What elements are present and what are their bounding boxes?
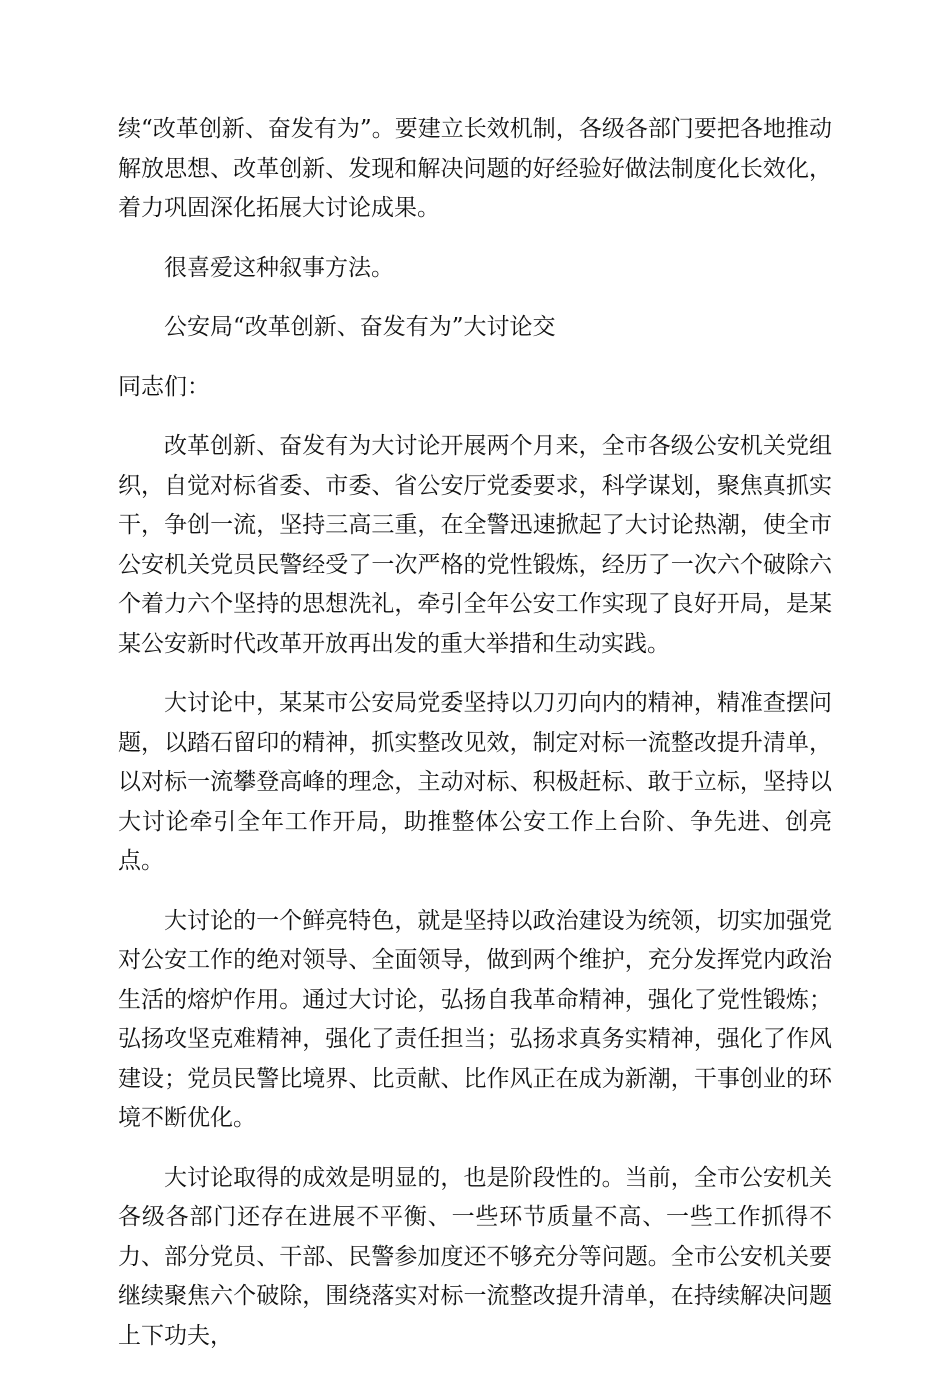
paragraph-5: 改革创新、奋发有为大讨论开展两个月来，全市各级公安机关党组织，自觉对标省委、市委、省公安厅党委要求，科学谋划，聚焦真抓实干，争创一流，坚持三高三重，在全警迅速掀起了大讨论热潮，使全市公安机关党员民警经受了一次严格的党性锻炼，经历了一次六个破除六个着力六个坚持的思想洗礼，牵引全年公安工作实现了良好开局，是某某公安新时代改革开放再出发的重大举措和生动实践。 — [118, 433, 832, 657]
paragraph-1: 续“改革创新、奋发有为”。要建立长效机制，各级各部门要把各地推动解放思想、改革创新、发现和解决问题的好经验好做法制度化长效化，着力巩固深化拓展大讨论成果。 — [118, 116, 832, 221]
document-body — [118, 110, 832, 1376]
section-title: 公安局“改革创新、奋发有为”大讨论交 — [164, 314, 556, 340]
salutation: 同志们： — [118, 373, 210, 400]
paragraph-8: 大讨论取得的成效是明显的，也是阶段性的。当前，全市公安机关各级各部门还存在进展不平衡、一些环节质量不高、一些工作抓得不力、部分党员、干部、民警参加度还不够充分等问题。全市公安机关要继续聚焦六个破除，围绕落实对标一流整改提升清单，在持续解决问题上下功夫， — [118, 1164, 832, 1349]
paragraph-7: 大讨论的一个鲜亮特色，就是坚持以政治建设为统领，切实加强党对公安工作的绝对领导、全面领导，做到两个维护，充分发挥党内政治生活的熔炉作用。通过大讨论，弘扬自我革命精神，强化了党性锻炼；弘扬攻坚克难精神，强化了责任担当；弘扬求真务实精神，强化了作风建设；党员民警比境界、比贡献、比作风正在成为新潮，干事创业的环境不断优化。 — [118, 907, 832, 1131]
paragraph-6: 大讨论中，某某市公安局党委坚持以刀刃向内的精神，精准查摆问题，以踏石留印的精神，抓实整改见效，制定对标一流整改提升清单，以对标一流攀登高峰的理念，主动对标、积极赶标、敢于立标，坚持以大讨论牵引全年工作开局，助推整体公安工作上台阶、争先进、创亮点。 — [118, 690, 832, 874]
paragraph-2: 很喜爱这种叙事方法。 — [164, 254, 394, 281]
